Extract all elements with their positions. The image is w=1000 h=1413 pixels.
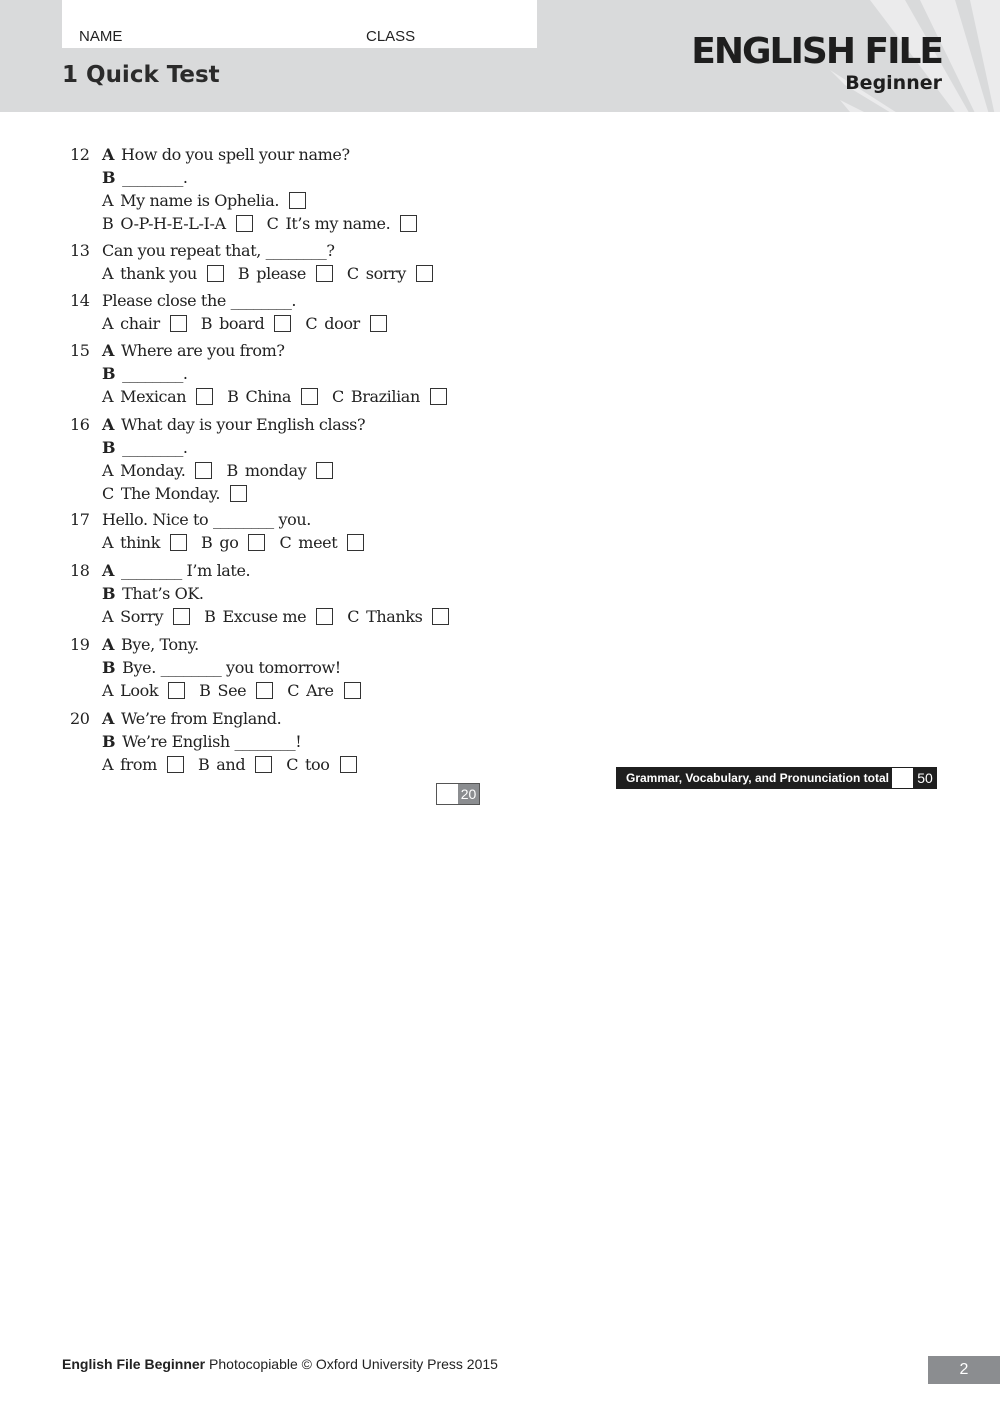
question-line [70,633,610,656]
option-letter: C [266,214,279,233]
option-letter: B [204,607,216,626]
speaker-label: A [102,635,115,654]
option-text: door [324,314,360,333]
question-text [102,312,401,335]
speaker-label: A [102,561,115,580]
speaker-label: B [102,658,116,677]
option-text: My name is Ophelia. [120,191,280,210]
answer-checkbox[interactable] [274,315,291,332]
question-text [102,508,311,531]
question-line [70,362,610,385]
speaker-label: B [102,732,116,751]
question-line [70,679,610,702]
question-line [70,212,610,235]
option-text: from [120,755,157,774]
question-line [70,482,610,505]
brand-subtitle: Beginner [845,72,942,94]
question-line [70,730,610,753]
question-line [70,262,610,285]
question-line [70,656,610,679]
answer-option [201,531,265,554]
prompt-text: Bye. ________ you tomorrow! [122,658,341,677]
option-text: See [217,681,247,700]
answer-checkbox[interactable] [316,265,333,282]
section-score-max: 20 [458,784,479,804]
question-line [70,707,610,730]
question-line [70,312,610,335]
question-number: 20 [70,709,90,728]
total-score-input[interactable] [892,768,913,788]
answer-checkbox[interactable] [289,192,306,209]
answer-option [347,262,433,285]
answer-checkbox[interactable] [347,534,364,551]
option-text: think [120,533,161,552]
option-text: Excuse me [222,607,307,626]
option-letter: B [201,533,213,552]
total-max: 50 [917,770,933,786]
answer-checkbox[interactable] [344,682,361,699]
answer-option [332,385,447,408]
question-line [70,459,610,482]
answer-checkbox[interactable] [416,265,433,282]
option-letter: B [226,461,238,480]
answer-option [199,679,273,702]
speaker-label: B [102,584,116,603]
prompt-text: We’re English ________! [122,732,302,751]
question-text [102,582,204,605]
answer-checkbox[interactable] [256,682,273,699]
answer-checkbox[interactable] [167,756,184,773]
answer-option [102,459,212,482]
answer-option [102,212,253,235]
answer-option [102,482,247,505]
option-text: chair [120,314,160,333]
option-letter: A [102,264,114,283]
option-text: The Monday. [120,484,221,503]
option-letter: C [102,484,114,503]
question-16 [70,413,610,505]
question-line [70,339,610,362]
question-12 [70,143,610,235]
question-line [70,559,610,582]
option-letter: B [200,314,213,333]
answer-option [102,312,187,335]
prompt-text: ________ I’m late. [121,561,251,580]
question-text [102,679,375,702]
option-letter: A [102,191,114,210]
question-text [102,339,285,362]
question-text [102,262,447,285]
answer-option [204,605,333,628]
question-line [70,143,610,166]
option-text: sorry [365,264,406,283]
prompt-text: Can you repeat that, ________? [102,241,335,260]
question-text [102,385,461,408]
answer-checkbox[interactable] [400,215,417,232]
speaker-label: A [102,145,115,164]
prompt-text: ________. [122,438,188,457]
option-letter: C [305,314,318,333]
question-text [102,656,341,679]
option-text: Sorry [120,607,164,626]
option-letter: A [102,533,114,552]
option-letter: A [102,681,114,700]
answer-option [267,212,418,235]
answer-checkbox[interactable] [195,462,212,479]
answer-option [102,605,190,628]
question-line [70,239,610,262]
question-line [70,582,610,605]
option-text: please [256,264,306,283]
option-letter: A [102,314,114,333]
option-text: Thanks [366,607,423,626]
option-text: China [245,387,292,406]
question-number: 19 [70,635,90,654]
footer-copyright: Photocopiable © Oxford University Press 2015 [205,1356,498,1372]
question-text [102,730,301,753]
answer-checkbox[interactable] [432,608,449,625]
question-19 [70,633,610,702]
question-text [102,633,199,656]
prompt-text: Bye, Tony. [121,635,199,654]
prompt-text: ________. [122,168,188,187]
prompt-text: Please close the ________. [102,291,297,310]
prompt-text: We’re from England. [121,709,282,728]
question-15 [70,339,610,408]
question-line [70,166,610,189]
prompt-text: Hello. Nice to ________ you. [102,510,311,529]
option-text: Monday. [120,461,186,480]
name-class-box [62,0,537,48]
answer-checkbox[interactable] [170,315,187,332]
question-text [102,707,281,730]
total-score-bar [616,767,937,789]
answer-checkbox[interactable] [230,485,247,502]
footer [62,1356,498,1372]
option-letter: C [347,607,360,626]
question-text [102,482,261,505]
question-text [102,289,296,312]
answer-option [102,385,213,408]
question-text [102,459,347,482]
option-text: It’s my name. [285,214,391,233]
question-line [70,189,610,212]
prompt-text: ________. [122,364,188,383]
option-text: board [219,314,265,333]
answer-checkbox[interactable] [430,388,447,405]
option-letter: B [227,387,239,406]
prompt-text: That’s OK. [122,584,204,603]
answer-option [347,605,449,628]
option-letter: C [346,264,359,283]
answer-checkbox[interactable] [248,534,265,551]
answer-checkbox[interactable] [340,756,357,773]
option-letter: B [197,755,210,774]
question-number: 18 [70,561,90,580]
answer-checkbox[interactable] [173,608,190,625]
speaker-label: A [102,415,115,434]
question-17 [70,508,610,554]
prompt-text: Where are you from? [121,341,285,360]
question-text [102,531,378,554]
option-text: Look [120,681,159,700]
page-header [0,0,1000,112]
option-letter: A [102,607,114,626]
answer-checkbox[interactable] [370,315,387,332]
speaker-label: A [102,341,115,360]
answer-checkbox[interactable] [255,756,272,773]
option-letter: A [102,755,114,774]
class-label: CLASS [366,28,416,45]
question-text [102,605,463,628]
answer-checkbox[interactable] [236,215,253,232]
total-label: Grammar, Vocabulary, and Pronunciation total [626,771,889,785]
option-letter: C [279,533,292,552]
question-line [70,413,610,436]
answer-checkbox[interactable] [316,608,333,625]
section-score-input[interactable] [437,784,458,804]
answer-checkbox[interactable] [301,388,318,405]
question-line [70,508,610,531]
speaker-label: B [102,364,116,383]
answer-option [226,459,333,482]
answer-option [102,679,185,702]
answer-option [238,262,333,285]
option-text: monday [244,461,307,480]
question-text [102,436,188,459]
question-text [102,239,335,262]
answer-option [102,753,184,776]
question-number: 17 [70,510,90,529]
option-text: thank you [120,264,197,283]
option-letter: B [102,214,114,233]
question-text [102,189,320,212]
question-line [70,436,610,459]
answer-option [102,531,187,554]
answer-option [279,531,364,554]
brand-title: ENGLISH FILE [691,31,942,72]
option-text: O-P-H-E-L-I-A [120,214,226,233]
question-line [70,753,610,776]
footer-title: English File Beginner [62,1356,206,1372]
prompt-text: How do you spell your name? [121,145,350,164]
option-letter: A [102,461,114,480]
answer-checkbox[interactable] [316,462,333,479]
question-number: 14 [70,291,90,310]
question-text [102,143,350,166]
question-number: 13 [70,241,90,260]
brand-logo [691,32,942,94]
question-number: 15 [70,341,90,360]
option-letter: A [102,387,114,406]
question-text [102,413,365,436]
option-letter: B [199,681,211,700]
option-text: and [216,755,246,774]
answer-option [102,262,224,285]
question-14 [70,289,610,335]
page-number: 2 [928,1356,1000,1384]
speaker-label: B [102,168,116,187]
prompt-text: What day is your English class? [121,415,366,434]
option-letter: C [287,681,300,700]
question-line [70,289,610,312]
option-text: meet [298,533,338,552]
question-line [70,605,610,628]
question-20 [70,707,610,776]
question-text [102,212,431,235]
answer-option [198,753,272,776]
question-text [102,362,188,385]
answer-checkbox[interactable] [168,682,185,699]
answer-option [305,312,386,335]
speaker-label: A [102,709,115,728]
answer-option [102,189,306,212]
answer-checkbox[interactable] [170,534,187,551]
option-letter: B [237,264,250,283]
question-18 [70,559,610,628]
answer-option [286,753,356,776]
question-text [102,559,250,582]
question-text [102,166,188,189]
question-line [70,531,610,554]
option-letter: C [286,755,299,774]
option-text: Mexican [120,387,187,406]
option-text: Are [306,681,334,700]
answer-option [287,679,360,702]
answer-checkbox[interactable] [196,388,213,405]
section-score-box [436,783,480,805]
question-number: 16 [70,415,90,434]
answer-option [227,385,318,408]
question-number: 12 [70,145,90,164]
option-text: Brazilian [350,387,420,406]
page-title: 1 Quick Test [62,62,220,88]
option-text: go [219,533,239,552]
speaker-label: B [102,438,116,457]
option-text: too [305,755,330,774]
question-line [70,385,610,408]
name-label: NAME [79,28,123,45]
option-letter: C [332,387,344,406]
answer-checkbox[interactable] [207,265,224,282]
answer-option [201,312,292,335]
question-text [102,753,371,776]
question-13 [70,239,610,285]
